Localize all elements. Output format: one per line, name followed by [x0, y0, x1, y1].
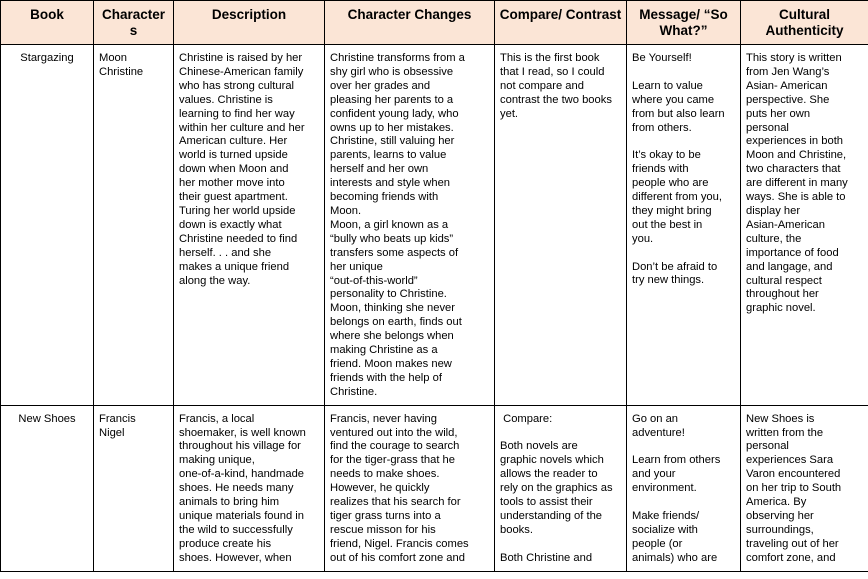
header-row: [1, 1, 868, 45]
book-title-cell: New Shoes: [1, 405, 94, 571]
message-paragraph: Go on an adventure!: [632, 412, 685, 439]
compare-contrast-cell: This is the first book that I read, so I could not compare and contrast the two books yet.: [495, 45, 627, 406]
message-paragraph: It’s okay to be friends with people who are different from you, they might bring out the best in you.: [632, 149, 722, 245]
header-message: Message/ “So What?”: [627, 1, 741, 45]
cultural-authenticity-cell: New Shoes is written from the personal experiences Sara Varon encountered on her trip to South America. By observing her surroundings, traveling out of her comfort zone, and: [741, 405, 868, 571]
message-paragraph: Don’t be afraid to try new things.: [632, 260, 718, 287]
header-character-changes: Character Changes: [325, 1, 495, 45]
header-book: Book: [1, 1, 94, 45]
message-paragraph: Learn to value where you came from but also learn from others.: [632, 79, 725, 134]
character-changes-cell: Francis, never having ventured out into the wild, find the courage to search for the tiger-grass that he needs to make shoes. However, he quickly realizes that his search for tiger grass turns into a rescue misson for his friend, Nigel. Francis comes out of his comfort zone and: [325, 405, 495, 571]
characters-cell: Moon Christine: [94, 45, 174, 406]
message-paragraph: Be Yourself!: [632, 52, 692, 64]
table-row-new-shoes: [1, 405, 868, 571]
message-paragraph: Learn from others and your environment.: [632, 454, 721, 495]
header-cultural-authenticity: Cultural Authenticity: [741, 1, 868, 45]
compare-paragraph: Compare:: [500, 412, 553, 425]
message-paragraph: Make friends/ socialize with people (or animals) who are: [632, 509, 718, 564]
message-cell: [627, 45, 741, 406]
character-changes-cell: Christine transforms from a shy girl who is obsessive over her grades and pleasing her parents to a confident young lady, who owns up to her mistakes. Christine, still valuing her parents, learns to value herself and her own interests and style when becoming friends with Moon. Moon, a girl known as a “bully who beats up kids” transfers some aspects of her unique “out-of-this-world” personality to Christine. Moon, thinking she never belongs on earth, finds out where she belongs when making Christine as a friend. Moon makes new friends with the help of Christine.: [325, 45, 495, 406]
header-description: Description: [174, 1, 325, 45]
header-characters: Character s: [94, 1, 174, 45]
compare-paragraph: Both novels are graphic novels which allows the reader to rely on the graphics as tools to assist their understanding of the books.: [500, 440, 613, 536]
characters-cell: Francis Nigel: [94, 405, 174, 571]
compare-paragraph: Both Christine and: [500, 551, 593, 564]
description-cell: Francis, a local shoemaker, is well known throughout his village for making unique, one-of-a-kind, handmade shoes. He needs many animals to bring him unique materials found in the wild to successfully produce create his shoes. However, when: [174, 405, 325, 571]
message-cell: [627, 405, 741, 571]
compare-contrast-cell: [495, 405, 627, 571]
header-compare-contrast: Compare/ Contrast: [495, 1, 627, 45]
table-row-stargazing: [1, 45, 868, 406]
cultural-authenticity-cell: This story is written from Jen Wang’s Asian- American perspective. She puts her own personal experiences in both Moon and Christine, two characters that are different in many ways. She is able to display her Asian-American culture, the importance of food and langage, and cultural respect throughout her graphic novel.: [741, 45, 868, 406]
description-cell: Christine is raised by her Chinese-American family who has strong cultural values. Christine is learning to find her way within her culture and her American culture. Her world is turned upside down when Moon and her mother move into their guest apartment. Turing her world upside down is exactly what Christine needed to find herself. . . and she makes a unique friend along the way.: [174, 45, 325, 406]
book-title-cell: Stargazing: [1, 45, 94, 406]
